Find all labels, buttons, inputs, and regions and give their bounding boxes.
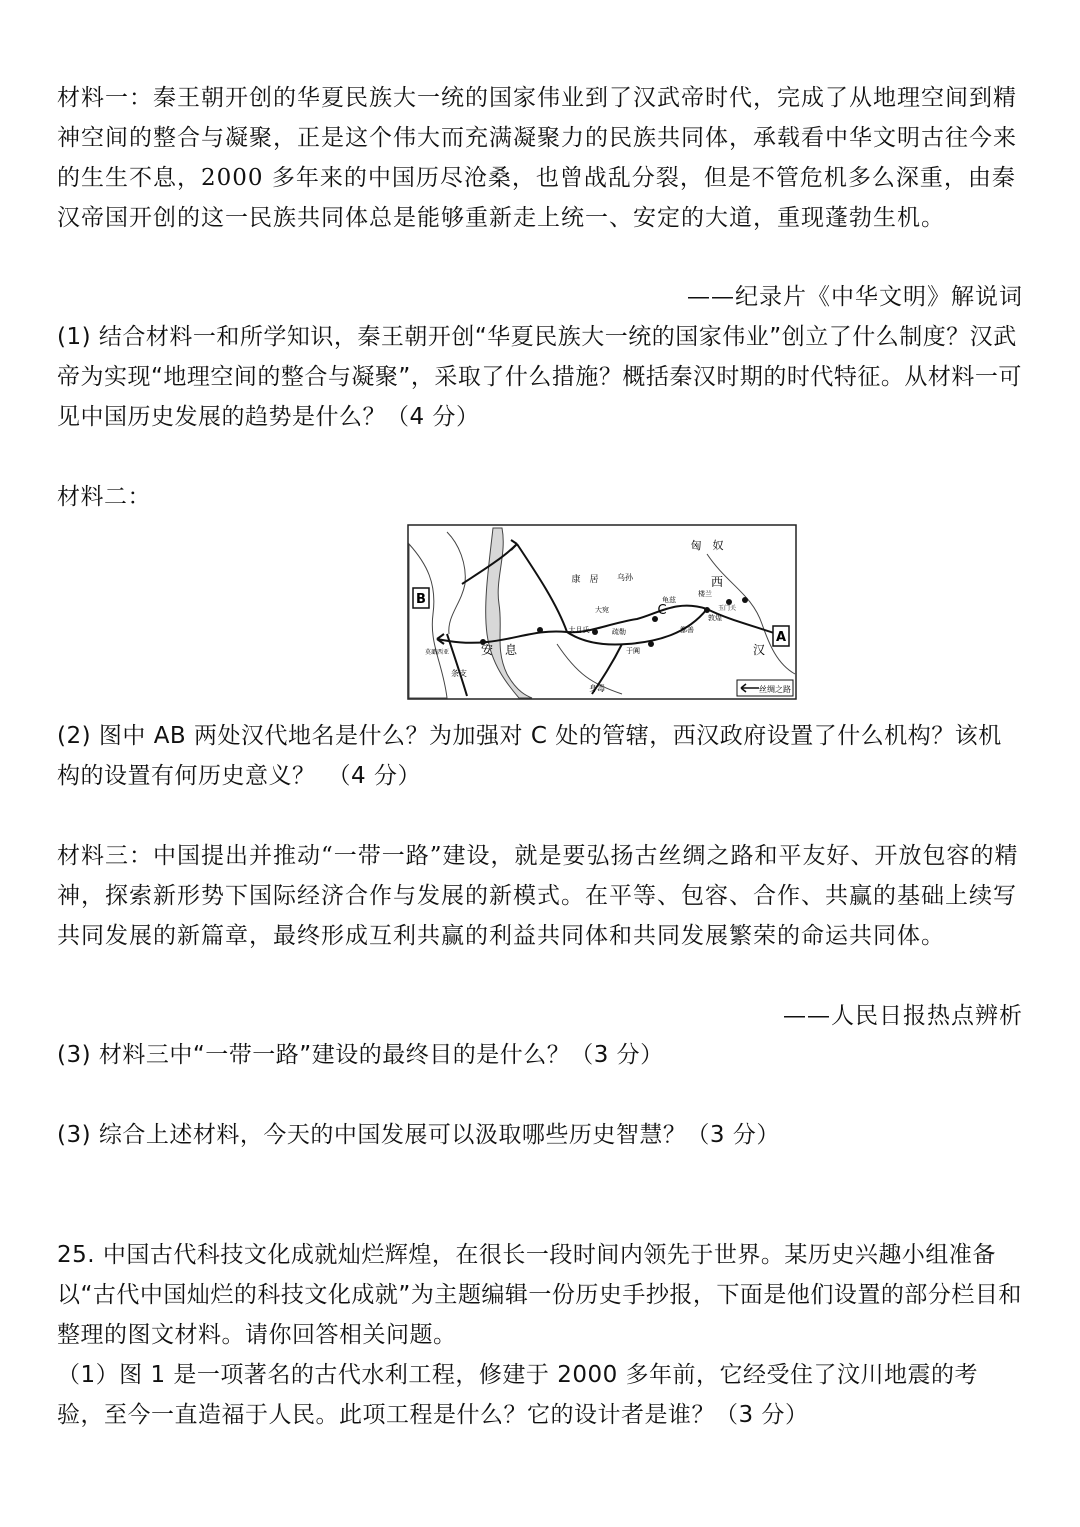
- material-one-source: ——纪录片《中华文明》解说词: [687, 284, 1023, 310]
- question-4: (3) 综合上述材料，今天的中国发展可以汲取哪些历史智慧？（3 分）: [57, 1122, 780, 1148]
- map-label-shanshan: 鄯善: [680, 626, 694, 634]
- map-label-han: 汉: [752, 643, 766, 657]
- map-label-shule: 疏勒: [612, 628, 626, 636]
- map-label-kangju: 康 居: [571, 575, 599, 585]
- map-label-loulan: 楼兰: [698, 590, 712, 598]
- map-label-shendu: 身毒: [589, 684, 605, 693]
- map-label-b: B: [416, 592, 426, 607]
- map-label-yumen: 玉门关: [717, 605, 737, 612]
- map-label-xiongnu: 匈 奴: [690, 539, 724, 552]
- material-one-text: 材料一：秦王朝开创的华夏民族大一统的国家伟业到了汉武帝时代，完成了从地理空间到精神空间的整合与凝聚，正是这个伟大而充满凝聚力的民族共同体，承载看中华文明古往今来的生生不息，2000 多年来的中国历尽沧桑，也曾战乱分裂，但是不管危机多么深重，由秦汉帝国开创的这一民族共同体总是能够重新走上统一、安定的大道，重现蓬勃生机。: [57, 85, 1017, 231]
- map-label-dayuezhi: 大月氏: [568, 626, 590, 634]
- material-three-source: ——人民日报热点辨析: [783, 1003, 1023, 1029]
- map-label-qiuci: 龟兹: [662, 596, 676, 604]
- silk-road-map-svg: [407, 524, 797, 700]
- map-label-anxi: 安 息: [480, 643, 518, 657]
- material-two-label: 材料二：: [57, 484, 151, 510]
- map-label-dunhuang: 敦煌: [708, 614, 722, 622]
- map-label-luoma: 莫璐西亚: [424, 649, 450, 656]
- silk-road-map: [407, 524, 797, 700]
- map-label-xi: 西: [710, 575, 724, 589]
- question-1: (1) 结合材料一和所学知识，秦王朝开创“华夏民族大一统的国家伟业”创立了什么制度？汉武帝为实现“地理空间的整合与凝聚”，采取了什么措施？概括秦汉时期的时代特征。从材料一可见中国历史发展的趋势是什么？（4 分）: [57, 324, 1022, 430]
- question-25-sub-1: （1）图 1 是一项著名的古代水利工程，修建于 2000 多年前，它经受住了汶川地震的考验，至今一直造福于人民。此项工程是什么？它的设计者是谁？（3 分）: [57, 1362, 979, 1428]
- question-2: (2) 图中 AB 两处汉代地名是什么？为加强对 C 处的管辖，西汉政府设置了什么机构？该机构的设置有何历史意义？ （4 分）: [57, 723, 1002, 789]
- map-label-c: C: [657, 603, 667, 618]
- map-label-yutian: 于阗: [626, 647, 640, 655]
- material-three-text: 材料三：中国提出并推动“一带一路”建设，就是要弘扬古丝绸之路和平友好、开放包容的精神，探索新形势下国际经济合作与发展的新模式。在平等、包容、合作、共赢的基础上续写共同发展的新篇章，最终形成互利共赢的利益共同体和共同发展繁荣的命运共同体。: [57, 843, 1019, 949]
- map-label-tiaozhi: 条支: [451, 669, 467, 678]
- question-3: (3) 材料三中“一带一路”建设的最终目的是什么？（3 分）: [57, 1042, 664, 1068]
- map-label-a: A: [775, 630, 787, 645]
- map-legend: 丝绸之路: [759, 685, 791, 694]
- map-label-dayuan: 大宛: [595, 606, 609, 614]
- map-label-wusun: 乌孙: [617, 573, 633, 582]
- question-25-intro: 25. 中国古代科技文化成就灿烂辉煌，在很长一段时间内领先于世界。某历史兴趣小组准备以“古代中国灿烂的科技文化成就”为主题编辑一份历史手抄报，下面是他们设置的部分栏目和整理的图文材料。请你回答相关问题。: [57, 1242, 1022, 1348]
